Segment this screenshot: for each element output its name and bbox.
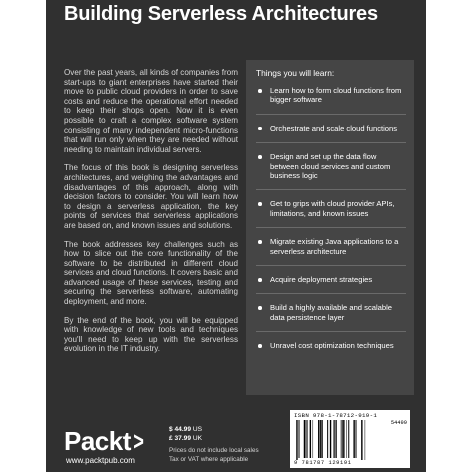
learning-outcome-text: Migrate existing Java applications to a serverless architecture [270,237,399,256]
isbn-text: ISBN 978-1-78712-919-1 [294,412,378,419]
description-paragraph: The focus of this book is designing serverless architectures, and weighing the advantages and disadvantages of this approach, along with decision factors to consider. You will learn how to design a serverless application, the key points of services that serverless applications are based on, and known issues and solutions. [64,163,238,230]
barcode-bar [365,420,366,460]
learning-outcomes-heading: Things you will learn: [256,68,335,78]
barcode-bar [318,420,319,458]
barcode-bar [355,420,356,458]
barcode-bar [296,420,297,460]
barcode-bar [307,420,308,458]
barcode-bar [298,420,299,458]
learning-outcome-item [256,341,406,359]
barcode-bar [330,420,331,458]
learning-outcome-text: Learn how to form cloud functions from bigger software [270,86,402,105]
description-paragraph: The book addresses key challenges such as how to slice out the core functionality of the software to be distributed in different cloud services and cloud functions. It covers basic and advanced usage of these services, testing and securing the serverless software, automating deployment, and more. [64,239,238,307]
bullet-icon [258,127,262,131]
barcode-bar [327,420,328,458]
learning-outcome-text: Acquire deployment strategies [270,275,373,285]
price-list [169,425,202,443]
barcode-bar [299,420,300,458]
barcode-bar [320,420,321,458]
learning-outcomes-panel [246,60,414,395]
learning-outcome-text: Unravel cost optimization techniques [270,341,394,351]
tax-note-line: Prices do not include local sales [169,447,259,454]
publisher-url: www.packtpub.com [66,456,135,465]
price-uk-amount: £ 37.99 [169,435,191,442]
isbn-barcode [290,410,410,468]
learning-outcome-item [256,303,406,332]
barcode-bar [353,420,354,458]
barcode-bar [304,420,305,458]
price-uk [169,434,202,443]
barcode-bar [321,420,322,458]
learning-outcome-text: Get to grips with cloud provider APIs, limitations, and known issues [270,199,395,218]
learning-outcome-item [256,152,406,190]
learning-outcome-text: Design and set up the data flow between cloud services and custom business logic [270,152,391,181]
learning-outcome-item [256,275,406,294]
publisher-logo [64,426,146,457]
barcode-bar [361,420,362,460]
bullet-icon [258,344,262,348]
barcode-price-code: 54499 [390,420,407,426]
barcode-bars [294,420,380,460]
publisher-logo-text: Packt [64,426,131,456]
logo-chevron-icon: > [133,426,144,456]
book-title: Building Serverless Architectures [64,3,378,25]
barcode-bar [346,420,347,458]
price-us-label: US [192,426,203,433]
barcode-bar [343,420,344,458]
price-us-amount: $ 44.99 [169,426,191,433]
bullet-icon [258,278,262,282]
barcode-bar [348,420,349,458]
barcode-bar [306,420,307,458]
barcode-bar [341,420,342,458]
price-uk-label: UK [192,435,203,442]
barcode-bar [310,420,311,458]
learning-outcome-item [256,237,406,266]
description-paragraph: By the end of the book, you will be equipped with knowledge of new tools and techniques you'll need to keep up with the serverless evolution in the IT industry. [64,315,238,354]
barcode-bar [356,420,357,458]
barcode-bar [336,420,337,458]
price-us [169,425,202,434]
barcode-bar [334,420,335,458]
tax-note [169,447,259,464]
bullet-icon [258,240,262,244]
barcode-bar [313,420,314,458]
learning-outcome-item [256,199,406,228]
barcode-bar [342,420,343,458]
bullet-icon [258,155,262,159]
learning-outcome-text: Orchestrate and scale cloud functions [270,123,398,133]
barcode-bar [333,420,334,458]
barcode-digits: 9 781787 129191 [294,460,352,466]
back-cover [46,0,426,472]
book-description [64,68,238,363]
bullet-icon [258,306,262,310]
description-paragraph: Over the past years, all kinds of companies from start-ups to giant enterprises have started their move to public cloud providers in order to save costs and reduce the operational effort needed to keep their shops open. Now it is even possible to craft a complex software system consisting of many independent micro-functions that will run only when they are needed without needing to maintain individual servers. [64,68,238,154]
learning-outcome-item [256,124,406,143]
learning-outcome-text: Build a highly available and scalable data persistence layer [270,303,393,322]
learning-outcome-item [256,86,406,115]
bullet-icon [258,202,262,206]
bullet-icon [258,89,262,93]
tax-note-line: Tax or VAT where applicable [169,455,249,463]
